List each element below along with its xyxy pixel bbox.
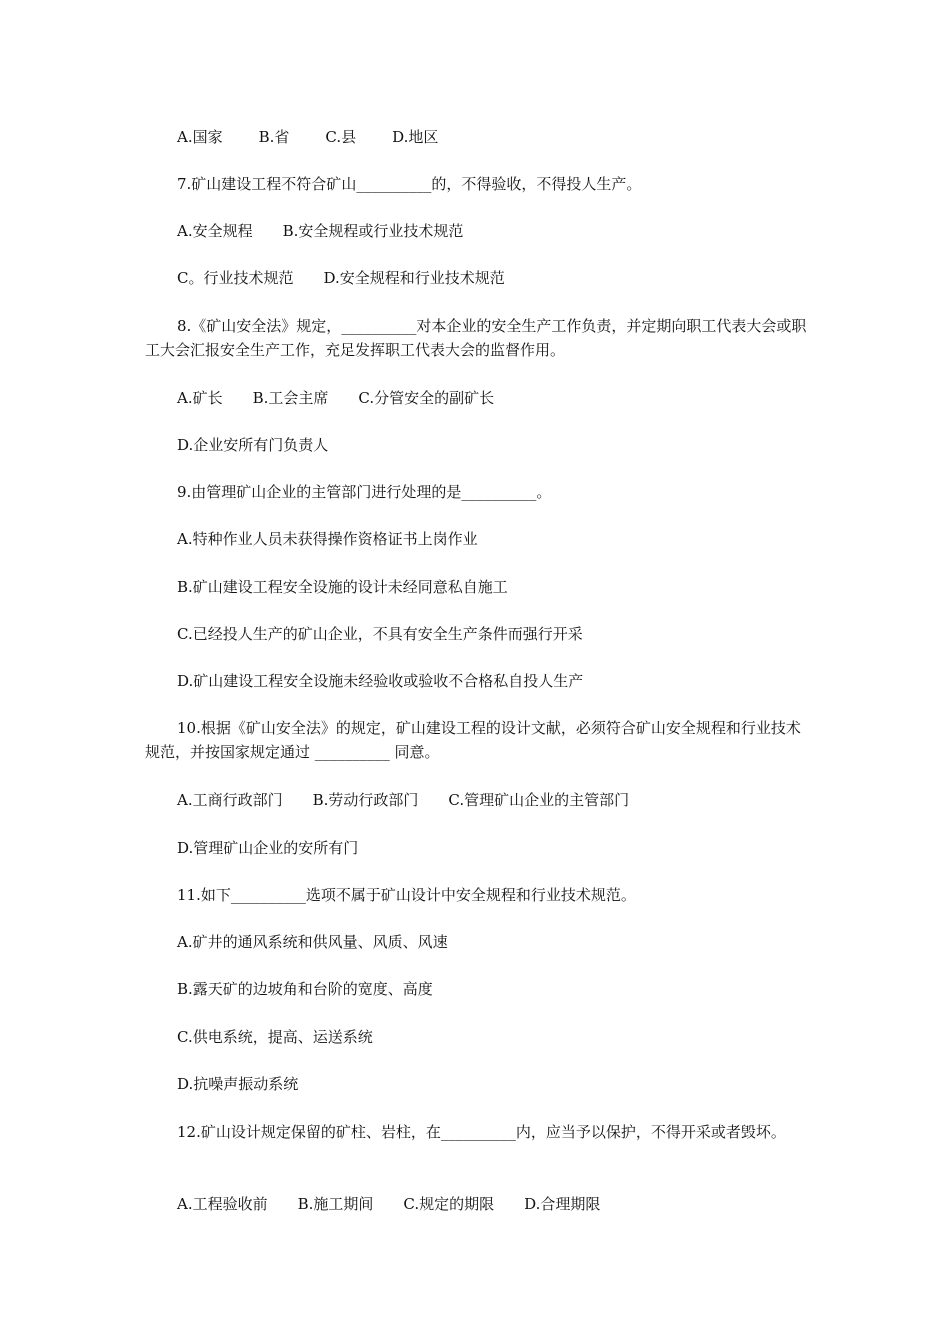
q11-option-c: C.供电系统，提高、运送系统: [177, 1028, 373, 1046]
q12-question: 12.矿山设计规定保留的矿柱、岩柱，在__________内，应当予以保护，不得开采或者毁坏。: [177, 1123, 786, 1141]
q8-option-c: C.分管安全的副矿长: [358, 389, 495, 407]
q10-option-a: A.工商行政部门: [177, 791, 283, 809]
q7-options-line2: [145, 266, 810, 290]
q8-option-d: D.企业安所有门负责人: [177, 436, 329, 454]
q12-option-c: C.规定的期限: [403, 1195, 495, 1213]
q8-question: 8.《矿山安全法》规定，__________对本企业的安全生产工作负责，并定期向职工代表大会或职工大会汇报安全生产工作，充足发挥职工代表大会的监督作用。: [145, 317, 807, 359]
q8-options-line1: [145, 386, 810, 410]
q9-option-d: D.矿山建设工程安全设施未经验收或验收不合格私自投人生产: [177, 672, 584, 690]
q7-options-line1: [145, 219, 810, 243]
q9-option-a: A.特种作业人员未获得操作资格证书上岗作业: [177, 530, 478, 548]
q11-option-b: B.露天矿的边坡角和台阶的宽度、高度: [177, 980, 433, 998]
q9-option-c: C.已经投人生产的矿山企业，不具有安全生产条件而强行开采: [177, 625, 583, 643]
q11-question: 11.如下__________选项不属于矿山设计中安全规程和行业技术规范。: [177, 886, 636, 904]
q11-option-a: A.矿井的通风系统和供风量、风质、风速: [177, 933, 448, 951]
q9-question: 9.由管理矿山企业的主管部门进行处理的是__________。: [177, 483, 552, 501]
q11-option-d: D.抗噪声振动系统: [177, 1075, 299, 1093]
q12-option-d: D.合理期限: [524, 1195, 601, 1213]
q10-option-b: B.劳动行政部门: [312, 791, 419, 809]
q7-option-b: B.安全规程或行业技术规范: [282, 222, 464, 240]
q6-option-b: B.省: [258, 128, 290, 146]
q9-option-b: B.矿山建设工程安全设施的设计未经同意私自施工: [177, 578, 508, 596]
q10-question: 10.根据《矿山安全法》的规定，矿山建设工程的设计文献，必须符合矿山安全规程和行业技术规范，并按国家规定通过 __________ 同意。: [145, 719, 801, 761]
q12-option-b: B.施工期间: [297, 1195, 374, 1213]
q8-option-a: A.矿长: [177, 389, 223, 407]
q10-option-d: D.管理矿山企业的安所有门: [177, 839, 359, 857]
q7-option-c: C。行业技术规范: [177, 269, 294, 287]
q7-option-d: D.安全规程和行业技术规范: [323, 269, 505, 287]
q7-question: 7.矿山建设工程不符合矿山__________的，不得验收，不得投人生产。: [177, 175, 642, 193]
q12-option-a: A.工程验收前: [177, 1195, 268, 1213]
q7-option-a: A.安全规程: [177, 222, 253, 240]
q8-option-b: B.工会主席: [252, 389, 329, 407]
q6-options: [145, 125, 810, 149]
q6-option-d: D.地区: [392, 128, 439, 146]
q6-option-a: A.国家: [177, 128, 223, 146]
q10-option-c: C.管理矿山企业的主管部门: [448, 791, 630, 809]
q12-options: [145, 1192, 810, 1216]
q10-options-line1: [145, 788, 810, 812]
q6-option-c: C.县: [325, 128, 357, 146]
